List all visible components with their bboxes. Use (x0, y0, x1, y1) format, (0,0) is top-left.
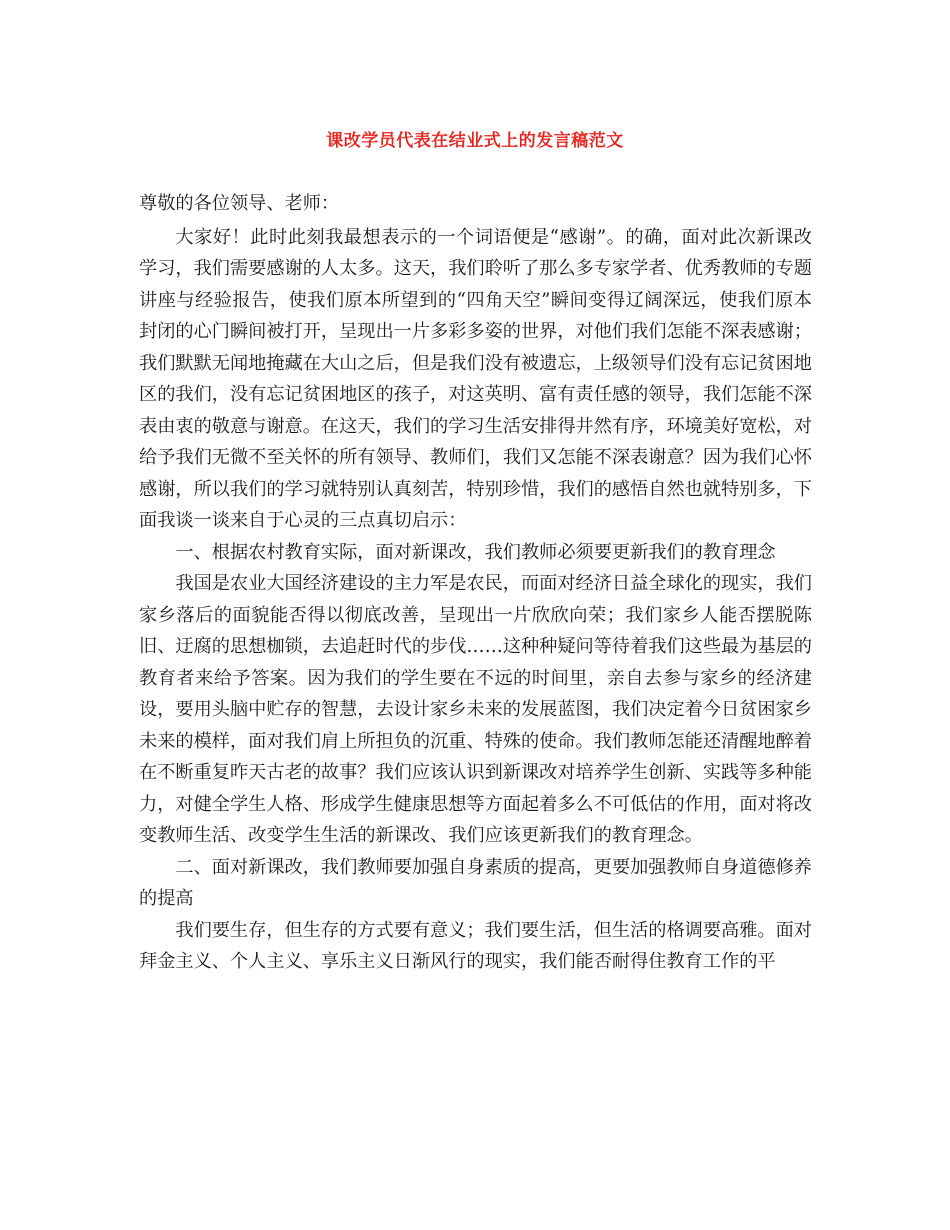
paragraph-point-one: 我国是农业大国经济建设的主力军是农民，而面对经济日益全球化的现实，我们家乡落后的面貌能否得以彻底改善，呈现出一片欣欣向荣；我们家乡人能否摆脱陈旧、迂腐的思想枷锁，去追赶时代的步伐……这种种疑问等待着我们这些最为基层的教育者来给予答案。因为我们的学生要在不远的时间里，亲自去参与家乡的经济建设，要用头脑中贮存的智慧，去设计家乡未来的发展蓝图，我们决定着今日贫困家乡未来的模样，面对我们肩上所担负的沉重、特殊的使命。我们教师怎能还清醒地醉着在不断重复昨天古老的故事？我们应该认识到新课改对培养学生创新、实践等多种能力，对健全学生人格、形成学生健康思想等方面起着多么不可低估的作用，面对将改变教师生活、改变学生生活的新课改、我们应该更新我们的教育理念。 (139, 573, 812, 846)
paragraph-point-two: 我们要生存，但生存的方式要有意义；我们要生活，但生活的格调要高雅。面对拜金主义、个人主义、享乐主义日渐风行的现实，我们能否耐得住教育工作的平 (139, 919, 812, 972)
heading-point-one: 一、根据农村教育实际，面对新课改，我们教师必须要更新我们的教育理念 (175, 541, 776, 563)
document-body (139, 188, 812, 978)
document-title: 课改学员代表在结业式上的发言稿范文 (326, 131, 624, 151)
salutation: 尊敬的各位领导、老师： (139, 193, 340, 214)
paragraph-thanks: 大家好！此时此刻我最想表示的一个词语便是“感谢”。的确，面对此次新课改学习，我们需要感谢的人太多。这天，我们聆听了那么多专家学者、优秀教师的专题讲座与经验报告，使我们原本所望到的“四角天空”瞬间变得辽阔深远，使我们原本封闭的心门瞬间被打开，呈现出一片多彩多姿的世界，对他们我们怎能不深表感谢；我们默默无闻地掩藏在大山之后，但是我们没有被遗忘，上级领导们没有忘记贫困地区的我们，没有忘记贫困地区的孩子，对这英明、富有责任感的领导，我们怎能不深表由衷的敬意与谢意。在这天，我们的学习生活安排得井然有序，环境美好宽松，对给予我们无微不至关怀的所有领导、教师们，我们又怎能不深表谢意？因为我们心怀感谢，所以我们的学习就特别认真刻苦，特别珍惜，我们的感悟自然也就特别多，下面我谈一谈来自于心灵的三点真切启示： (139, 226, 812, 531)
heading-point-two: 二、面对新课改，我们教师要加强自身素质的提高，更要加强教师自身道德修养的提高 (139, 856, 812, 909)
